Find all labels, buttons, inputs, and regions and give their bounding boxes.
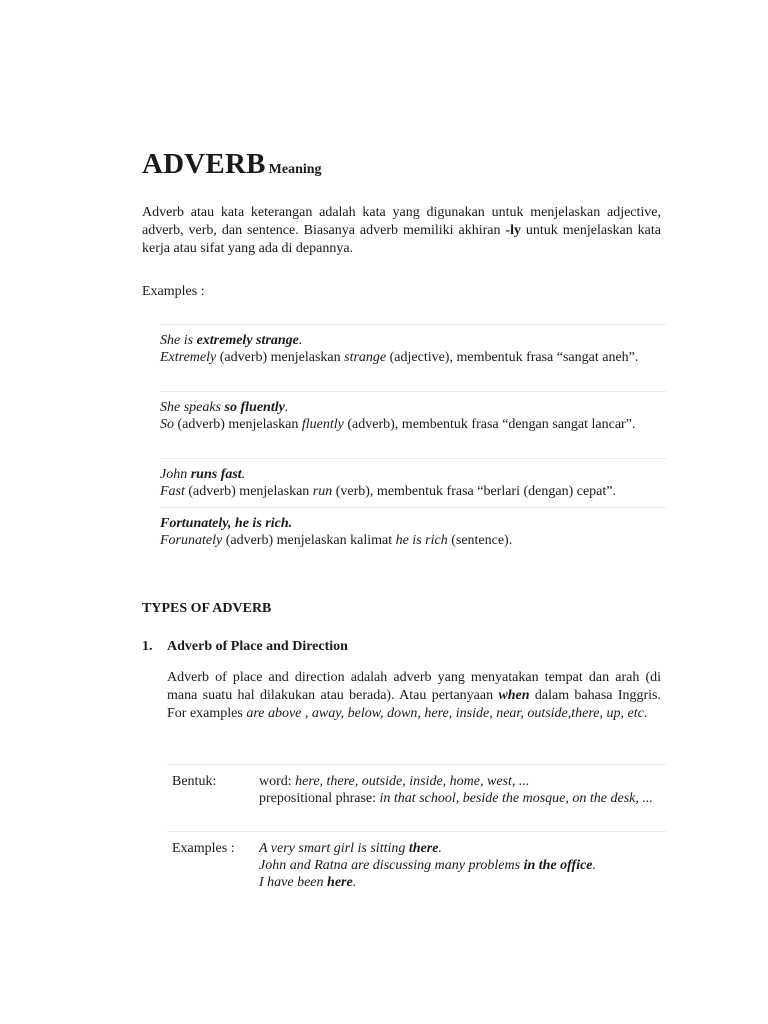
section-title: Adverb of Place and Direction: [167, 639, 348, 654]
section-number: 1.: [142, 639, 153, 654]
divider: [167, 764, 666, 765]
examples-table-label: Examples :: [172, 841, 235, 856]
example-sentence: She is extremely strange.: [160, 333, 303, 348]
intro-paragraph: [142, 204, 661, 258]
divider: [160, 391, 666, 392]
example-item: [160, 515, 666, 549]
example-explanation: So (adverb) menjelaskan fluently (adverb), membentuk frasa “dengan sangat lancar”.: [160, 417, 636, 432]
bentuk-label: Bentuk:: [172, 774, 217, 789]
examples-table-value: A very smart girl is sitting there. John and Ratna are discussing many problems in the office. I have been here.: [259, 841, 597, 890]
intro-text-2: untuk menjelaskan kata kerja atau sifat yang ada di depannya.: [142, 223, 661, 256]
types-heading: TYPES OF ADVERB: [142, 601, 272, 616]
example-item: [160, 332, 666, 366]
example-item: [160, 466, 666, 500]
divider: [160, 324, 666, 325]
example-sentence: John runs fast.: [160, 467, 246, 482]
example-sentence: Fortunately, he is rich.: [160, 516, 293, 531]
title-main: ADVERB: [142, 148, 266, 180]
example-explanation: Fast (adverb) menjelaskan run (verb), membentuk frasa “berlari (dengan) cepat”.: [160, 484, 616, 499]
example-explanation: Forunately (adverb) menjelaskan kalimat he is rich (sentence).: [160, 533, 513, 548]
divider: [160, 507, 666, 508]
example-sentence: She speaks so fluently.: [160, 400, 289, 415]
examples-label: Examples :: [142, 284, 205, 299]
section-description: Adverb of place and direction adalah adverb yang menyatakan tempat dan arah (di mana suatu hal dilakukan atau berada). Atau pertanyaan when dalam bahasa Inggris. For examples are above , away, below, down, here, inside, near, outside,there, up, etc.: [167, 670, 662, 721]
title-sub: Meaning: [268, 162, 322, 177]
example-explanation: Extremely (adverb) menjelaskan strange (adjective), membentuk frasa “sangat aneh”.: [160, 350, 639, 365]
intro-text-1: Adverb atau kata keterangan adalah kata yang digunakan untuk menjelaskan adjective, adverb, verb, dan sentence. Biasanya adverb memiliki akhiran: [142, 205, 661, 238]
page-title: [142, 148, 322, 181]
example-item: [160, 399, 666, 433]
divider: [160, 458, 666, 459]
section-heading-place-direction: [142, 639, 348, 655]
divider: [167, 831, 666, 832]
intro-suffix: -ly: [505, 223, 521, 238]
bentuk-value: word: here, there, outside, inside, home, west, ... prepositional phrase: in that school, beside the mosque, on the desk, ...: [259, 774, 653, 806]
